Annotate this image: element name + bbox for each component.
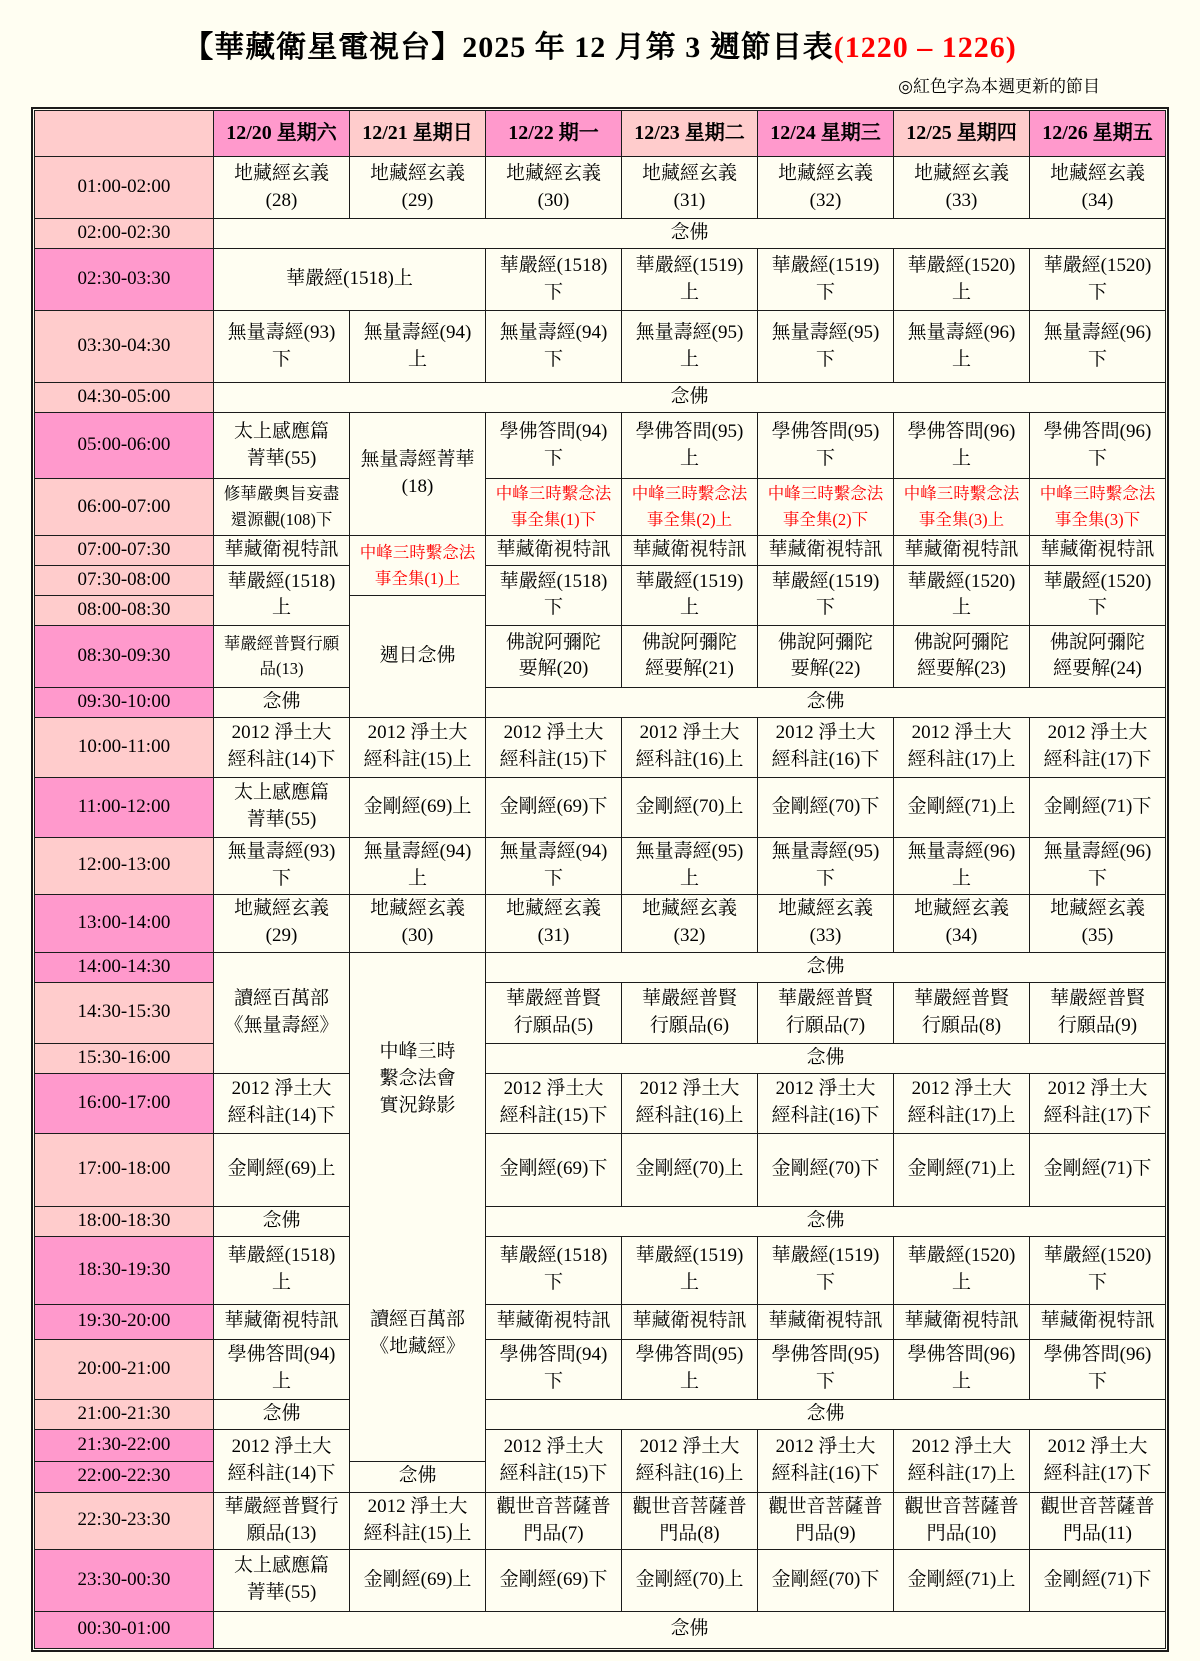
program-cell: 華嚴經(1518) 上 — [214, 566, 350, 626]
schedule-row — [35, 777, 1166, 837]
schedule-body — [35, 157, 1166, 1649]
program-cell: 念佛 — [214, 219, 1166, 249]
program-cell: 地藏經玄義 (29) — [214, 894, 350, 952]
program-cell: 修華嚴奧旨妄盡 還源觀(108)下 — [214, 479, 350, 536]
program-cell: 金剛經(70)下 — [758, 1133, 894, 1206]
program-cell: 金剛經(71)上 — [894, 1549, 1030, 1611]
program-cell: 金剛經(69)上 — [214, 1133, 350, 1206]
program-cell: 太上感應篇 菁華(55) — [214, 1549, 350, 1611]
program-cell: 金剛經(70)上 — [622, 1549, 758, 1611]
schedule-row — [35, 1549, 1166, 1611]
program-cell: 學佛答問(96) 上 — [894, 413, 1030, 479]
program-cell: 中峰三時 繫念法會 實況錄影 — [350, 952, 486, 1206]
corner-cell — [35, 111, 214, 157]
time-slot: 23:30-00:30 — [35, 1549, 214, 1611]
program-cell: 華嚴經普賢行 願品(13) — [214, 1492, 350, 1549]
program-cell: 華嚴經(1520) 上 — [894, 566, 1030, 626]
program-cell: 地藏經玄義 (31) — [622, 157, 758, 219]
day-header: 12/26 星期五 — [1030, 111, 1166, 157]
program-cell: 念佛 — [214, 687, 350, 717]
program-cell: 華嚴經(1518) 下 — [486, 1236, 622, 1304]
program-cell: 念佛 — [214, 1206, 350, 1236]
program-cell: 觀世音菩薩普 門品(10) — [894, 1492, 1030, 1549]
program-cell: 中峰三時繫念法 事全集(2)上 — [622, 479, 758, 536]
program-cell: 華藏衛視特訊 — [622, 536, 758, 566]
time-slot: 13:00-14:00 — [35, 894, 214, 952]
program-cell: 金剛經(71)上 — [894, 777, 1030, 837]
program-cell: 念佛 — [214, 1399, 350, 1429]
header-row — [35, 111, 1166, 157]
day-header: 12/23 星期二 — [622, 111, 758, 157]
schedule-row — [35, 1399, 1166, 1429]
program-cell: 無量壽經(94) 下 — [486, 837, 622, 894]
schedule-row — [35, 1304, 1166, 1339]
program-cell: 地藏經玄義 (31) — [486, 894, 622, 952]
schedule-row — [35, 1429, 1166, 1461]
program-cell: 觀世音菩薩普 門品(7) — [486, 1492, 622, 1549]
program-cell: 金剛經(71)上 — [894, 1133, 1030, 1206]
schedule-row — [35, 982, 1166, 1043]
legend-note: ◎紅色字為本週更新的節目 — [898, 77, 1100, 96]
page-title — [0, 0, 1200, 66]
program-cell: 華嚴經普賢 行願品(5) — [486, 982, 622, 1043]
schedule-row — [35, 952, 1166, 982]
program-cell: 太上感應篇 菁華(55) — [214, 413, 350, 479]
program-cell: 念佛 — [486, 1206, 1166, 1236]
schedule-row — [35, 625, 1166, 687]
program-cell: 學佛答問(96) 下 — [1030, 1339, 1166, 1399]
program-cell: 華嚴經普賢 行願品(6) — [622, 982, 758, 1043]
program-cell: 2012 淨土大 經科註(14)下 — [214, 1429, 350, 1492]
program-cell: 地藏經玄義 (34) — [894, 894, 1030, 952]
program-cell: 2012 淨土大 經科註(16)下 — [758, 1429, 894, 1492]
program-cell: 華藏衛視特訊 — [758, 1304, 894, 1339]
program-cell: 2012 淨土大 經科註(14)下 — [214, 717, 350, 777]
program-cell: 2012 淨土大 經科註(15)上 — [350, 717, 486, 777]
program-cell: 學佛答問(96) 上 — [894, 1339, 1030, 1399]
time-slot: 14:30-15:30 — [35, 982, 214, 1043]
program-cell: 學佛答問(94) 下 — [486, 1339, 622, 1399]
time-slot: 21:00-21:30 — [35, 1399, 214, 1429]
schedule-row — [35, 1611, 1166, 1648]
program-cell: 無量壽經(94) 下 — [486, 311, 622, 383]
program-cell: 學佛答問(95) 下 — [758, 413, 894, 479]
time-slot: 22:00-22:30 — [35, 1461, 214, 1492]
time-slot: 05:00-06:00 — [35, 413, 214, 479]
time-slot: 02:30-03:30 — [35, 249, 214, 311]
program-cell: 華嚴經(1520) 下 — [1030, 249, 1166, 311]
program-cell: 2012 淨土大 經科註(16)上 — [622, 1073, 758, 1133]
time-slot: 03:30-04:30 — [35, 311, 214, 383]
program-cell: 2012 淨土大 經科註(15)上 — [350, 1492, 486, 1549]
program-cell: 地藏經玄義 (33) — [758, 894, 894, 952]
schedule-row — [35, 413, 1166, 479]
program-cell: 金剛經(69)下 — [486, 1133, 622, 1206]
program-cell: 地藏經玄義 (35) — [1030, 894, 1166, 952]
program-cell: 無量壽經(95) 上 — [622, 837, 758, 894]
program-cell: 佛說阿彌陀 要解(22) — [758, 625, 894, 687]
schedule-row — [35, 894, 1166, 952]
program-cell: 無量壽經(96) 下 — [1030, 837, 1166, 894]
program-cell: 無量壽經(96) 下 — [1030, 311, 1166, 383]
program-cell: 華藏衛視特訊 — [758, 536, 894, 566]
program-cell: 華藏衛視特訊 — [486, 1304, 622, 1339]
program-cell: 無量壽經(96) 上 — [894, 311, 1030, 383]
program-cell: 2012 淨土大 經科註(17)下 — [1030, 717, 1166, 777]
program-cell: 無量壽經(94) 上 — [350, 311, 486, 383]
program-cell: 念佛 — [486, 687, 1166, 717]
program-cell: 華嚴經(1519) 下 — [758, 566, 894, 626]
program-cell: 金剛經(71)下 — [1030, 1133, 1166, 1206]
schedule-row — [35, 157, 1166, 219]
program-cell: 觀世音菩薩普 門品(11) — [1030, 1492, 1166, 1549]
schedule-row — [35, 837, 1166, 894]
program-cell: 2012 淨土大 經科註(16)上 — [622, 1429, 758, 1492]
program-cell: 華藏衛視特訊 — [486, 536, 622, 566]
program-cell: 華嚴經(1518) 下 — [486, 249, 622, 311]
program-cell: 華藏衛視特訊 — [894, 536, 1030, 566]
program-cell: 地藏經玄義 (34) — [1030, 157, 1166, 219]
program-cell: 讀經百萬部 《無量壽經》 — [214, 952, 350, 1073]
program-cell: 念佛 — [486, 1043, 1166, 1073]
time-slot: 14:00-14:30 — [35, 952, 214, 982]
program-cell: 無量壽經(93) 下 — [214, 837, 350, 894]
program-cell: 無量壽經(96) 上 — [894, 837, 1030, 894]
day-header: 12/25 星期四 — [894, 111, 1030, 157]
time-slot: 20:00-21:00 — [35, 1339, 214, 1399]
program-cell: 無量壽經(95) 上 — [622, 311, 758, 383]
schedule-row — [35, 1133, 1166, 1206]
schedule-row — [35, 311, 1166, 383]
program-cell: 無量壽經(93) 下 — [214, 311, 350, 383]
program-cell: 華藏衛視特訊 — [214, 1304, 350, 1339]
program-cell: 地藏經玄義 (32) — [758, 157, 894, 219]
time-slot: 12:00-13:00 — [35, 837, 214, 894]
program-cell: 地藏經玄義 (30) — [486, 157, 622, 219]
program-cell: 華嚴經普賢 行願品(8) — [894, 982, 1030, 1043]
program-cell: 金剛經(69)上 — [350, 777, 486, 837]
time-slot: 22:30-23:30 — [35, 1492, 214, 1549]
time-slot: 18:30-19:30 — [35, 1236, 214, 1304]
page-title-main: 【華藏衛星電視台】2025 年 12 月第 3 週節目表 — [183, 31, 834, 64]
schedule-row — [35, 1073, 1166, 1133]
program-cell: 念佛 — [214, 1611, 1166, 1648]
program-cell: 佛說阿彌陀 要解(20) — [486, 625, 622, 687]
program-cell: 太上感應篇 菁華(55) — [214, 777, 350, 837]
page-title-highlight: (1220 – 1226) — [833, 31, 1017, 64]
program-cell: 華藏衛視特訊 — [214, 536, 350, 566]
schedule-row — [35, 1492, 1166, 1549]
program-cell: 無量壽經菁華 (18) — [350, 413, 486, 536]
program-cell: 念佛 — [214, 383, 1166, 413]
program-cell: 佛說阿彌陀 經要解(23) — [894, 625, 1030, 687]
program-cell: 華嚴經(1519) 上 — [622, 1236, 758, 1304]
program-cell: 華嚴經(1518)上 — [214, 249, 486, 311]
program-cell: 無量壽經(95) 下 — [758, 311, 894, 383]
time-slot: 11:00-12:00 — [35, 777, 214, 837]
time-slot: 21:30-22:00 — [35, 1429, 214, 1461]
schedule-row — [35, 687, 1166, 717]
program-cell: 華嚴經(1520) 下 — [1030, 566, 1166, 626]
time-slot: 08:30-09:30 — [35, 625, 214, 687]
program-cell: 華嚴經普賢 行願品(7) — [758, 982, 894, 1043]
schedule-row — [35, 717, 1166, 777]
program-cell: 華嚴經(1519) 上 — [622, 566, 758, 626]
program-cell: 華嚴經(1519) 上 — [622, 249, 758, 311]
program-cell: 金剛經(70)下 — [758, 777, 894, 837]
program-cell: 中峰三時繫念法 事全集(3)上 — [894, 479, 1030, 536]
program-cell: 念佛 — [350, 1461, 486, 1492]
time-slot: 19:30-20:00 — [35, 1304, 214, 1339]
schedule-row — [35, 383, 1166, 413]
program-cell: 華嚴經(1520) 上 — [894, 1236, 1030, 1304]
program-cell: 2012 淨土大 經科註(17)上 — [894, 1073, 1030, 1133]
time-slot: 10:00-11:00 — [35, 717, 214, 777]
program-cell: 華嚴經(1520) 下 — [1030, 1236, 1166, 1304]
schedule-row — [35, 1339, 1166, 1399]
program-cell: 2012 淨土大 經科註(16)下 — [758, 717, 894, 777]
time-slot: 18:00-18:30 — [35, 1206, 214, 1236]
time-slot: 01:00-02:00 — [35, 157, 214, 219]
day-header: 12/22 期一 — [486, 111, 622, 157]
program-cell: 2012 淨土大 經科註(17)下 — [1030, 1073, 1166, 1133]
program-cell: 地藏經玄義 (29) — [350, 157, 486, 219]
schedule-row — [35, 479, 1166, 536]
program-cell: 2012 淨土大 經科註(15)下 — [486, 1429, 622, 1492]
program-cell: 2012 淨土大 經科註(16)上 — [622, 717, 758, 777]
program-cell: 金剛經(71)下 — [1030, 777, 1166, 837]
program-cell: 觀世音菩薩普 門品(9) — [758, 1492, 894, 1549]
program-cell: 學佛答問(94) 上 — [214, 1339, 350, 1399]
program-cell: 華嚴經(1518) 下 — [486, 566, 622, 626]
program-cell: 地藏經玄義 (33) — [894, 157, 1030, 219]
program-cell: 2012 淨土大 經科註(14)下 — [214, 1073, 350, 1133]
program-cell: 無量壽經(94) 上 — [350, 837, 486, 894]
program-cell: 觀世音菩薩普 門品(8) — [622, 1492, 758, 1549]
program-cell: 2012 淨土大 經科註(17)上 — [894, 717, 1030, 777]
program-cell: 華嚴經普賢 行願品(9) — [1030, 982, 1166, 1043]
program-cell: 學佛答問(94) 下 — [486, 413, 622, 479]
program-cell: 學佛答問(95) 上 — [622, 1339, 758, 1399]
program-cell: 2012 淨土大 經科註(16)下 — [758, 1073, 894, 1133]
schedule-row — [35, 1236, 1166, 1304]
program-cell: 金剛經(69)下 — [486, 777, 622, 837]
program-cell: 學佛答問(96) 下 — [1030, 413, 1166, 479]
program-cell: 華嚴經(1519) 下 — [758, 249, 894, 311]
schedule-row — [35, 249, 1166, 311]
program-cell: 佛說阿彌陀 經要解(21) — [622, 625, 758, 687]
program-cell: 2012 淨土大 經科註(15)下 — [486, 717, 622, 777]
program-cell: 華藏衛視特訊 — [1030, 1304, 1166, 1339]
program-cell: 金剛經(70)上 — [622, 1133, 758, 1206]
program-cell: 讀經百萬部 《地藏經》 — [350, 1206, 486, 1461]
program-cell: 學佛答問(95) 下 — [758, 1339, 894, 1399]
program-cell: 中峰三時繫念法 事全集(1)上 — [350, 536, 486, 596]
time-slot: 07:30-08:00 — [35, 566, 214, 596]
program-cell: 念佛 — [486, 952, 1166, 982]
program-cell: 2012 淨土大 經科註(17)上 — [894, 1429, 1030, 1492]
program-cell: 華嚴經(1519) 下 — [758, 1236, 894, 1304]
program-cell: 中峰三時繫念法 事全集(3)下 — [1030, 479, 1166, 536]
program-cell: 地藏經玄義 (32) — [622, 894, 758, 952]
program-cell: 金剛經(70)上 — [622, 777, 758, 837]
program-cell: 無量壽經(95) 下 — [758, 837, 894, 894]
program-cell: 2012 淨土大 經科註(15)下 — [486, 1073, 622, 1133]
schedule-row — [35, 1043, 1166, 1073]
program-cell: 學佛答問(95) 上 — [622, 413, 758, 479]
schedule-table-frame — [31, 107, 1169, 1652]
program-cell: 週日念佛 — [350, 596, 486, 718]
program-cell: 念佛 — [486, 1399, 1166, 1429]
program-cell: 華藏衛視特訊 — [894, 1304, 1030, 1339]
program-cell: 金剛經(69)上 — [350, 1549, 486, 1611]
schedule-table — [34, 110, 1166, 1649]
time-slot: 04:30-05:00 — [35, 383, 214, 413]
program-cell: 金剛經(71)下 — [1030, 1549, 1166, 1611]
time-slot: 15:30-16:00 — [35, 1043, 214, 1073]
time-slot: 02:00-02:30 — [35, 219, 214, 249]
day-header: 12/21 星期日 — [350, 111, 486, 157]
program-cell: 華嚴經(1518) 上 — [214, 1236, 350, 1304]
time-slot: 08:00-08:30 — [35, 596, 214, 626]
program-cell: 華嚴經普賢行願 品(13) — [214, 625, 350, 687]
time-slot: 00:30-01:00 — [35, 1611, 214, 1648]
program-cell: 地藏經玄義 (28) — [214, 157, 350, 219]
time-slot: 16:00-17:00 — [35, 1073, 214, 1133]
program-cell: 華嚴經(1520) 上 — [894, 249, 1030, 311]
program-cell: 華藏衛視特訊 — [622, 1304, 758, 1339]
time-slot: 07:00-07:30 — [35, 536, 214, 566]
program-cell: 中峰三時繫念法 事全集(2)下 — [758, 479, 894, 536]
program-cell: 華藏衛視特訊 — [1030, 536, 1166, 566]
time-slot: 17:00-18:00 — [35, 1133, 214, 1206]
program-cell: 地藏經玄義 (30) — [350, 894, 486, 952]
day-header: 12/20 星期六 — [214, 111, 350, 157]
day-header: 12/24 星期三 — [758, 111, 894, 157]
program-cell: 佛說阿彌陀 經要解(24) — [1030, 625, 1166, 687]
schedule-row — [35, 536, 1166, 566]
program-cell: 金剛經(70)下 — [758, 1549, 894, 1611]
schedule-row — [35, 566, 1166, 596]
schedule-row — [35, 1206, 1166, 1236]
time-slot: 09:30-10:00 — [35, 687, 214, 717]
program-cell: 中峰三時繫念法 事全集(1)下 — [486, 479, 622, 536]
program-cell: 金剛經(69)下 — [486, 1549, 622, 1611]
schedule-row — [35, 219, 1166, 249]
time-slot: 06:00-07:00 — [35, 479, 214, 536]
program-cell: 2012 淨土大 經科註(17)下 — [1030, 1429, 1166, 1492]
